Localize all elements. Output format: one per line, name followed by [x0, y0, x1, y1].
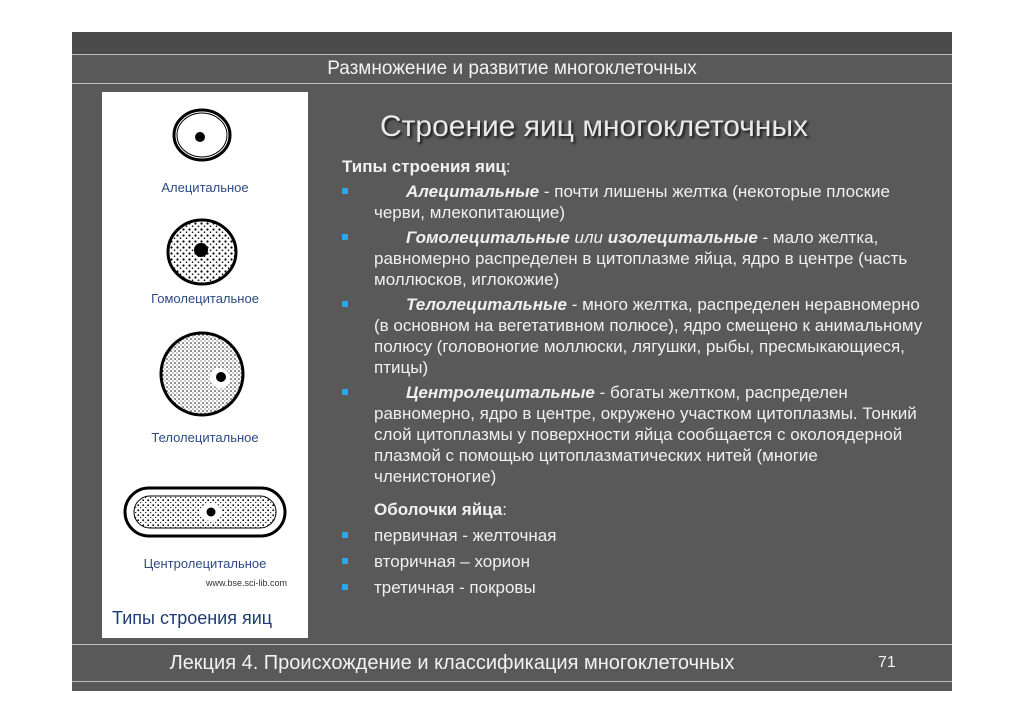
- centrolecithal-egg-icon: [122, 484, 288, 540]
- egg-label-alecithal: Алецитальное: [161, 180, 249, 195]
- types-heading: Типы строения яиц:: [342, 157, 511, 176]
- list-item-alecithal: Алецитальные - почти лишены желтка (некоторые плоские черви, млекопитающие): [332, 181, 938, 223]
- bullet-icon: [342, 188, 348, 194]
- slide-heading: Строение яиц многоклеточных: [380, 110, 809, 143]
- bullet-icon: [342, 234, 348, 240]
- egg-label-homolecithal: Гомолецитальное: [151, 291, 259, 306]
- telolecithal-egg-icon: [158, 330, 246, 418]
- top-strip: [72, 32, 952, 54]
- footer-lecture-title: Лекция 4. Происхождение и классификация многоклеточных: [169, 652, 735, 674]
- bullet-icon: [342, 532, 348, 538]
- header-title: Размножение и развитие многоклеточных: [72, 54, 952, 84]
- list-item-centrolecithal: Центролецитальные - богаты желтком, распределен равномерно, ядро в центре, окружено участком цитоплазмы. Тонкий слой цитоплазмы у поверхности яйца сообщается с околоядерной плазмой с помощью цитоплазматических нитей (многие членистоногие): [332, 382, 938, 487]
- alecithal-egg-icon: [170, 106, 234, 164]
- footer: [72, 644, 952, 682]
- panel-caption: Типы строения яиц: [112, 608, 273, 628]
- bullet-icon: [342, 584, 348, 590]
- shell-item: первичная - желточная: [332, 525, 938, 546]
- homolecithal-egg-icon: [164, 216, 240, 288]
- list-item-homolecithal: Гомолецитальные или изолецитальные - мало желтка, равномерно распределен в цитоплазме яйца, ядро в центре (часть моллюсков, иглокожие): [332, 227, 938, 290]
- shells-heading: Оболочки яйца:: [374, 500, 507, 519]
- slide: [72, 32, 952, 691]
- bullet-icon: [342, 558, 348, 564]
- shell-item: третичная - покровы: [332, 577, 938, 598]
- content-area: [332, 156, 938, 598]
- image-source: www.bse.sci-lib.com: [206, 578, 288, 588]
- egg-label-telolecithal: Телолецитальное: [151, 430, 259, 445]
- bullet-icon: [342, 301, 348, 307]
- bullet-icon: [342, 389, 348, 395]
- page-number: 71: [878, 654, 896, 671]
- egg-label-centrolecithal: Центролецитальное: [143, 556, 267, 571]
- shell-item: вторичная – хорион: [332, 551, 938, 572]
- list-item-telolecithal: Телолецитальные - много желтка, распределен неравномерно (в основном на вегетативном полюсе), ядро смещено к анимальному полюсу (головоногие моллюски, лягушки, рыбы, пресмыкающиеся, птицы): [332, 294, 938, 378]
- egg-types-illustration-panel: [102, 92, 308, 638]
